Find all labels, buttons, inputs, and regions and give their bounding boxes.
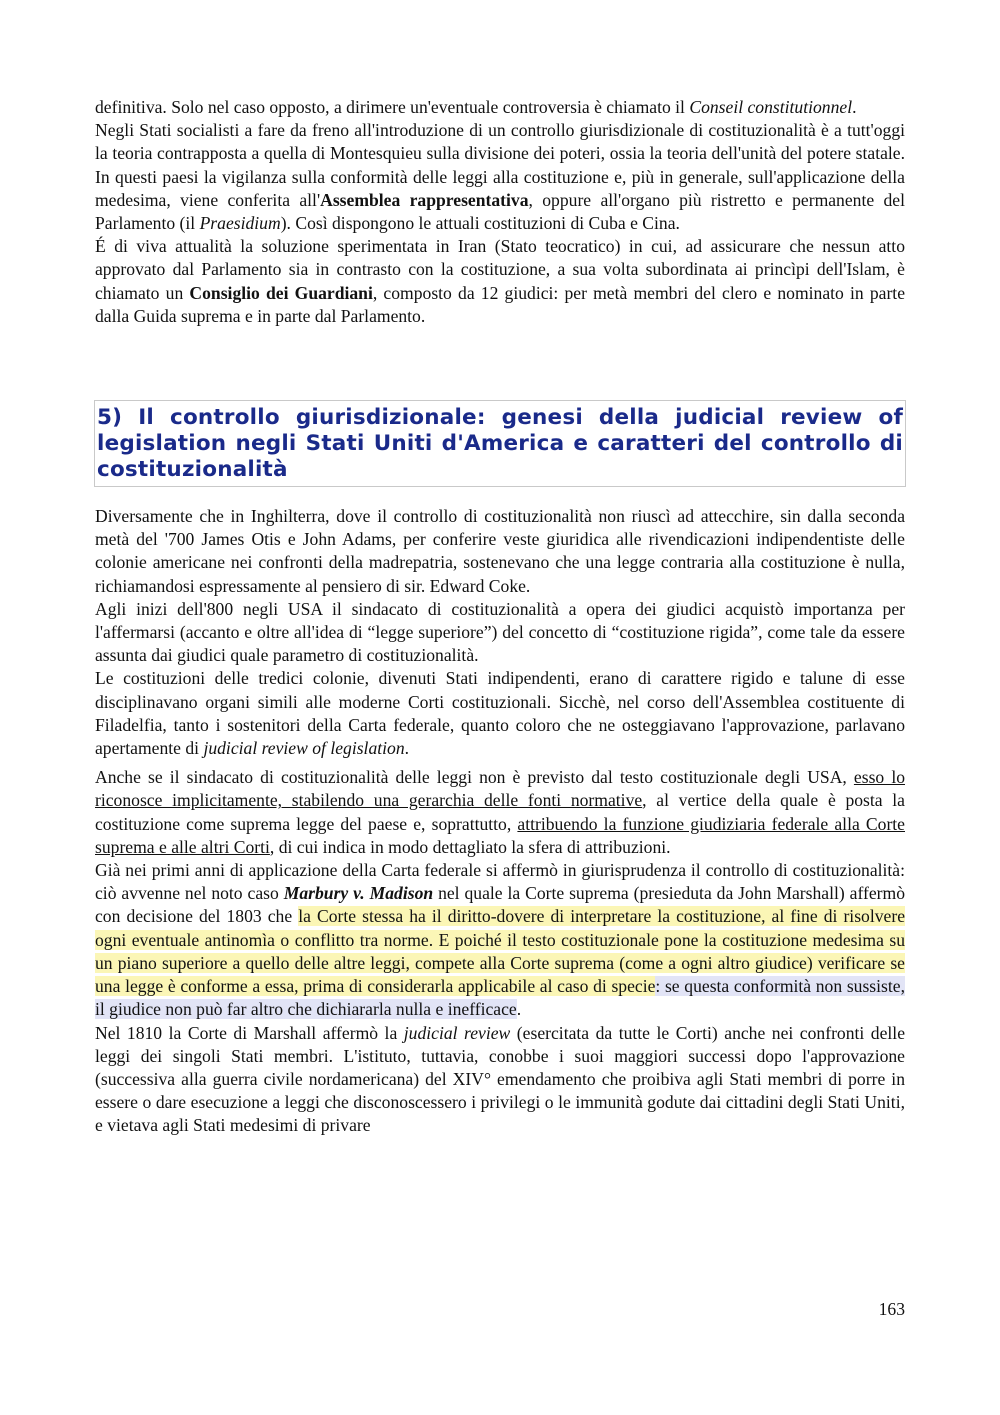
section-heading: 5) Il controllo giurisdizionale: genesi della judicial review of legislation negli Stati Uniti d'America e caratteri del controllo di costituzionalità — [97, 405, 903, 483]
highlighted-text-blue: : se questa conformità non sussiste, il giudice non può far altro che dichiararla nulla e inefficace — [95, 976, 905, 1020]
intro-paragraph-1 — [95, 96, 905, 119]
text-run: (esercitata da tutte le Corti) anche nei confronti delle leggi dei singoli Stati membri. L'istituto, tuttavia, conobbe i suoi maggiori successi dopo l'approvazione (successiva alla guerra civile nordamericana) del XIV° emendamento che proibiva agli Stati membri di porre in essere o dare esecuzione a leggi che disconoscessero i privilegi o le immunità godute dai cittadini degli Stati Uniti, e vietava agli Stati medesimi di privare — [95, 1022, 905, 1136]
text-run: . — [404, 738, 410, 759]
text-run: ). Così dispongono le attuali costituzioni di Cuba e Cina. — [280, 213, 680, 234]
italic-term: judicial review of legislation — [203, 738, 405, 759]
bold-term: Assemblea rappresentativa — [320, 189, 529, 210]
section-paragraph-1: Diversamente che in Inghilterra, dove il controllo di costituzionalità non riuscì ad attecchire, sin dalla seconda metà del '700 James Otis e John Adams, per conferire veste giuridica alle rivendicazioni indipendentiste delle colonie americane nei confronti della madrepatria, sostenevano che una legge contraria alla costituzione è nulla, richiamandosi espressamente al pensiero di sir. Edward Coke. — [95, 506, 905, 596]
text-run: , composto da 12 giudici: per metà membri del clero e nominato in parte dalla Guida suprema e in parte dal Parlamento. — [95, 282, 906, 326]
section-paragraph-2: Agli inizi dell'800 negli USA il sindacato di costituzionalità a opera dei giudici acquistò importanza per l'affermarsi (accanto e oltre all'idea di “legge superiore”) del concetto di “costituzione rigida”, come tale da essere assunta dai giudici quale parametro di costituzionalità. — [95, 598, 905, 666]
text-run: , al vertice della quale è posta la costituzione come suprema legge del paese e, soprattutto, — [95, 790, 905, 834]
section-paragraph-6 — [95, 1022, 905, 1138]
section-paragraph-3 — [95, 667, 905, 760]
page-number: 163 — [878, 1299, 905, 1319]
document-page — [95, 96, 905, 1138]
underlined-text: attribuendo la funzione giudiziaria federale alla Corte suprema e alle altri Corti — [95, 813, 905, 857]
highlighted-text-yellow: la Corte stessa ha il diritto-dovere di interpretare la costituzione, al fine di risolvere ogni eventuale antinomìa o conflitto tra norme. E poiché il testo costituzionale pone la costituzione medesima su un piano superiore a quello delle altre leggi, compete alla Corte suprema (come a ogni altro giudice) verificare se una legge è conforme a essa, prima di considerarla applicabile al caso di specie — [95, 906, 906, 997]
text-run: Già nei primi anni di applicazione della Carta federale si affermò in giurisprudenza il controllo di costituzionalità: ciò avvenne nel noto caso — [95, 860, 905, 904]
text-run: , oppure all'organo più ristretto e permanente del Parlamento (il — [95, 189, 905, 234]
text-run: Le costituzioni delle tredici colonie, divenuti Stati indipendenti, erano di carattere rigido e talune di esse disciplinavano organi simili alle moderne Corti costituzionali. Sicchè, nel corso dell'Assemblea costituente di Filadelfia, tanto i sostenitori della Carta federale, quanto coloro che ne osteggiavano l'approvazione, parlavano apertamente di — [95, 668, 905, 759]
intro-paragraph-2 — [95, 119, 905, 235]
italic-term: Conseil constitutionnel — [689, 97, 853, 117]
bold-term: Consiglio dei Guardiani — [189, 282, 373, 303]
text-run: Nel 1810 la Corte di Marshall affermò la — [95, 1022, 404, 1043]
section-paragraph-5 — [95, 859, 905, 1021]
italic-term: Praesidium — [199, 213, 281, 234]
underlined-text: esso lo riconosce implicitamente, stabilendo una gerarchia delle fonti normative — [95, 767, 905, 811]
italic-term: judicial review — [403, 1022, 511, 1043]
section-heading-box — [94, 400, 906, 487]
text-run: . — [516, 999, 522, 1020]
text-run: nel quale la Corte suprema (presieduta da John Marshall) affermò con decisione del 1803 che — [95, 883, 905, 927]
text-run: , di cui indica in modo dettagliato la sfera di attribuzioni. — [269, 836, 671, 857]
case-name: Marbury v. Madison — [283, 883, 434, 904]
text-run: Negli Stati socialisti a fare da freno all'introduzione di un controllo giurisdizionale di costituzionalità è a tutt'oggi la teoria contrapposta a quella di Montesquieu sulla divisione dei poteri, ossia la teoria dell'unità del potere statale. In questi paesi la vigilanza sulla conformità delle leggi alla costituzione e, più in generale, sull'applicazione della medesima, viene conferita all' — [95, 120, 905, 210]
text-run: definitiva. Solo nel caso opposto, a dirimere un'eventuale controversia è chiamato il — [95, 97, 690, 117]
section-paragraph-4 — [95, 766, 905, 859]
text-run: Anche se il sindacato di costituzionalità delle leggi non è previsto dal testo costituzionale degli USA, — [95, 767, 854, 788]
text-run: É di viva attualità la soluzione sperimentata in Iran (Stato teocratico) in cui, ad assicurare che nessun atto approvato dal Parlamento sia in contrasto con la costituzione, a sua volta subordinata ai princìpi dell'Islam, è chiamato un — [95, 236, 905, 303]
intro-paragraph-3 — [95, 235, 905, 328]
text-run: . — [852, 97, 857, 117]
section-spacer — [95, 328, 905, 400]
